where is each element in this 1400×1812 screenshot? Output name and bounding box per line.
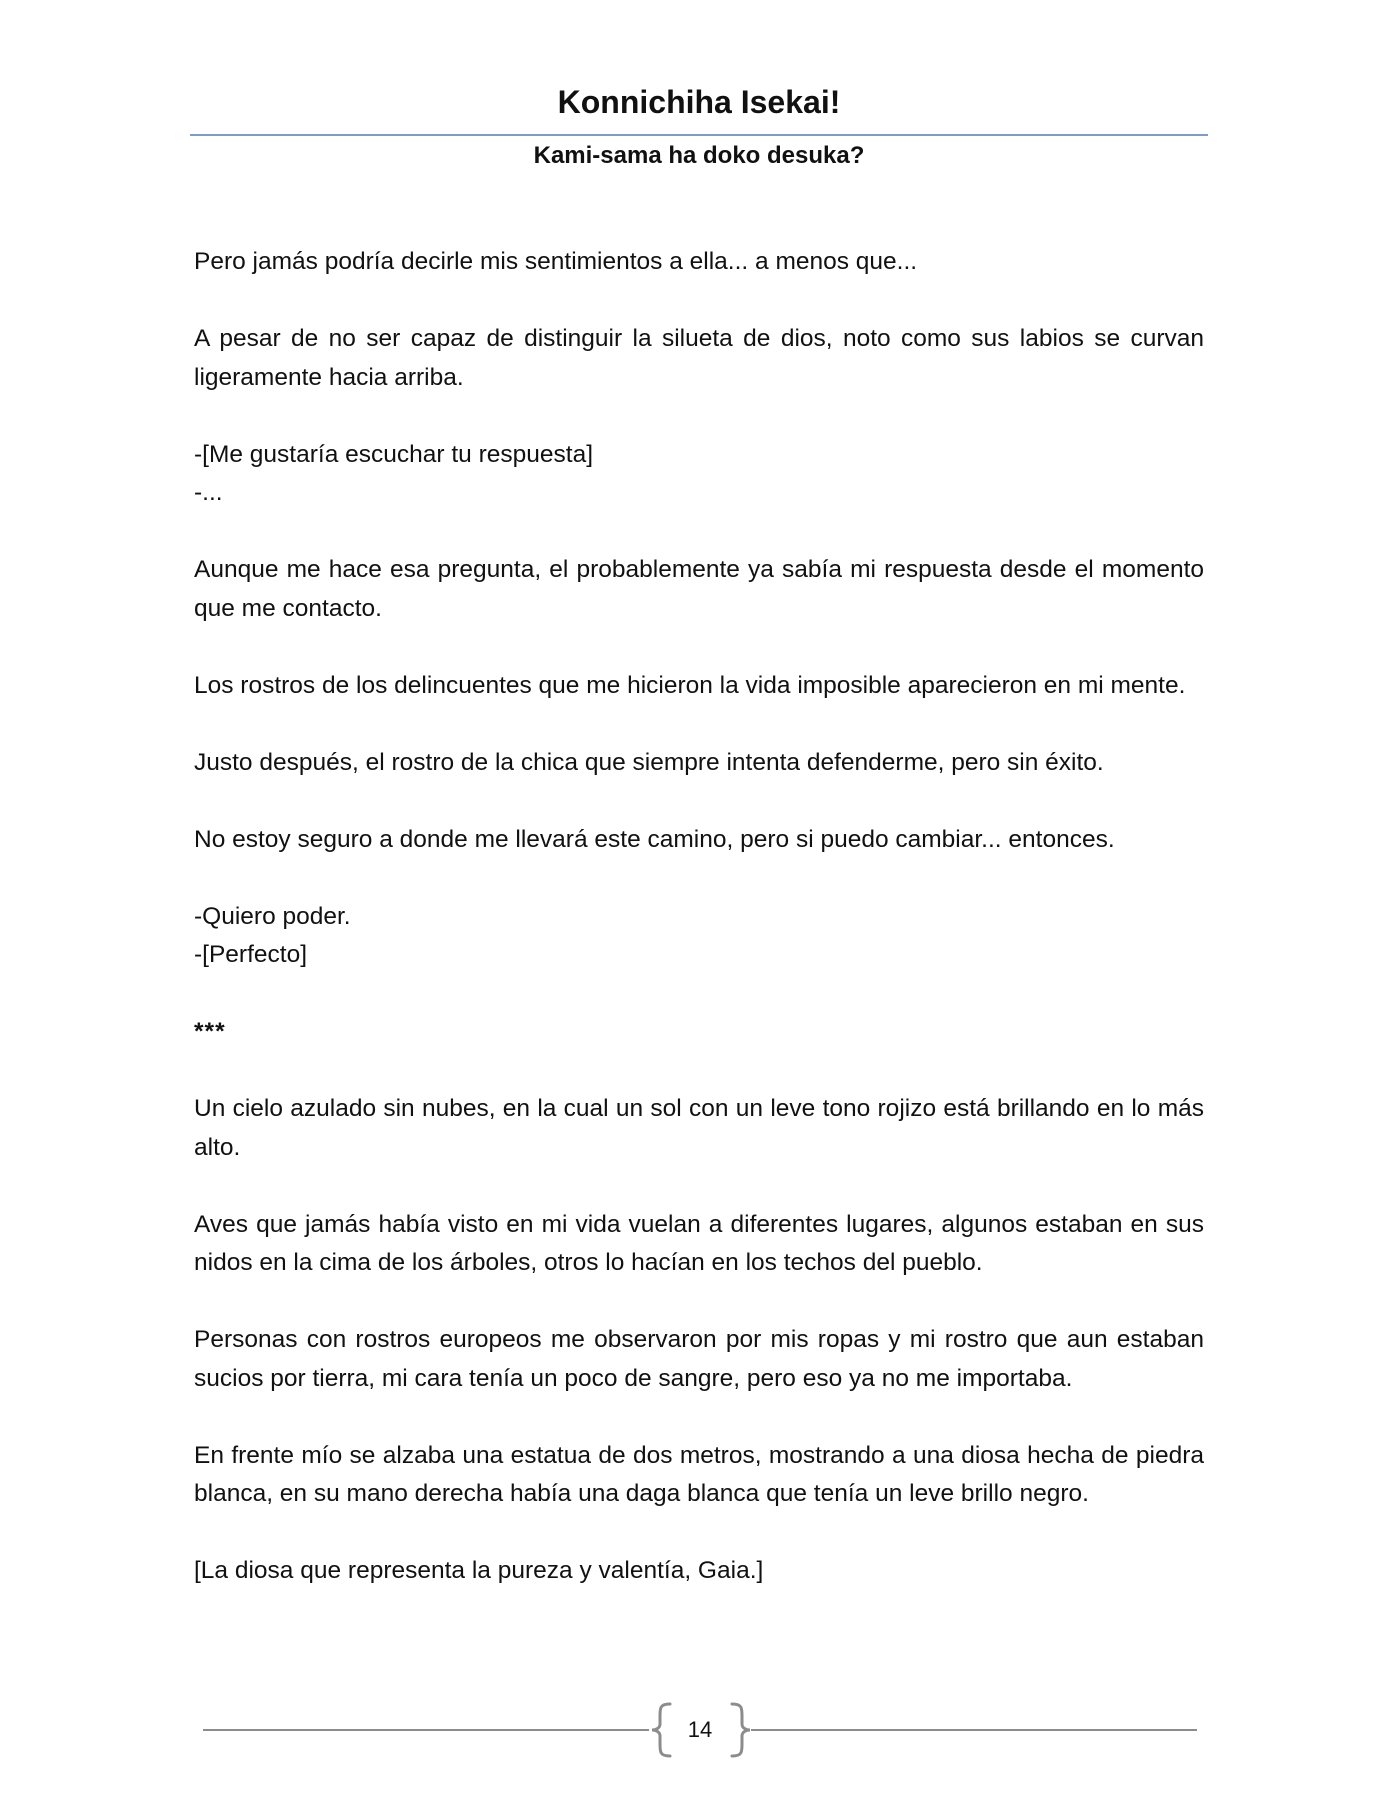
paragraph: A pesar de no ser capaz de distinguir la silueta de dios, noto como sus labios se curvan ligeramente hacia arriba. <box>194 325 1204 391</box>
paragraph: [La diosa que representa la pureza y valentía, Gaia.] <box>194 1557 764 1584</box>
body-text <box>194 243 1204 1629</box>
footer-divider-left <box>203 1729 649 1731</box>
dialogue-line: -[Perfecto] <box>194 941 308 968</box>
document-subtitle: Kami-sama ha doko desuka? <box>533 142 865 169</box>
paragraph: Pero jamás podría decirle mis sentimientos a ella... a menos que... <box>194 248 918 275</box>
paragraph: Aves que jamás había visto en mi vida vuelan a diferentes lugares, algunos estaban en sus nidos en la cima de los árboles, otros lo hacían en los techos del pueblo. <box>194 1210 1204 1276</box>
header-divider <box>190 134 1208 136</box>
page-footer <box>0 1700 1400 1760</box>
paragraph: En frente mío se alzaba una estatua de dos metros, mostrando a una diosa hecha de piedra blanca, en su mano derecha había una daga blanca que tenía un leve brillo negro. <box>194 1441 1204 1507</box>
paragraph: Un cielo azulado sin nubes, en la cual un sol con un leve tono rojizo está brillando en lo más alto. <box>194 1095 1204 1161</box>
footer-divider-right <box>751 1729 1197 1731</box>
paragraph: Justo después, el rostro de la chica que siempre intenta defenderme, pero sin éxito. <box>194 748 1104 776</box>
dialogue-line: -Quiero poder. <box>194 902 351 930</box>
dialogue-line: -... <box>194 479 223 506</box>
paragraph: Personas con rostros europeos me observaron por mis ropas y mi rostro que aun estaban sucios por tierra, mi cara tenía un poco de sangre, pero eso ya no me importaba. <box>194 1326 1204 1392</box>
document-title: Konnichiha Isekai! <box>557 84 841 120</box>
scene-break: *** <box>194 1018 226 1045</box>
paragraph: Los rostros de los delincuentes que me hicieron la vida imposible aparecieron en mi mente. <box>194 671 1186 699</box>
paragraph: Aunque me hace esa pregunta, el probablemente ya sabía mi respuesta desde el momento que me contacto. <box>194 556 1204 622</box>
paragraph: No estoy seguro a donde me llevará este camino, pero si puedo cambiar... entonces. <box>194 825 1115 853</box>
dialogue-line: -[Me gustaría escuchar tu respuesta] <box>194 440 593 468</box>
page-number: 14 <box>687 1717 713 1742</box>
